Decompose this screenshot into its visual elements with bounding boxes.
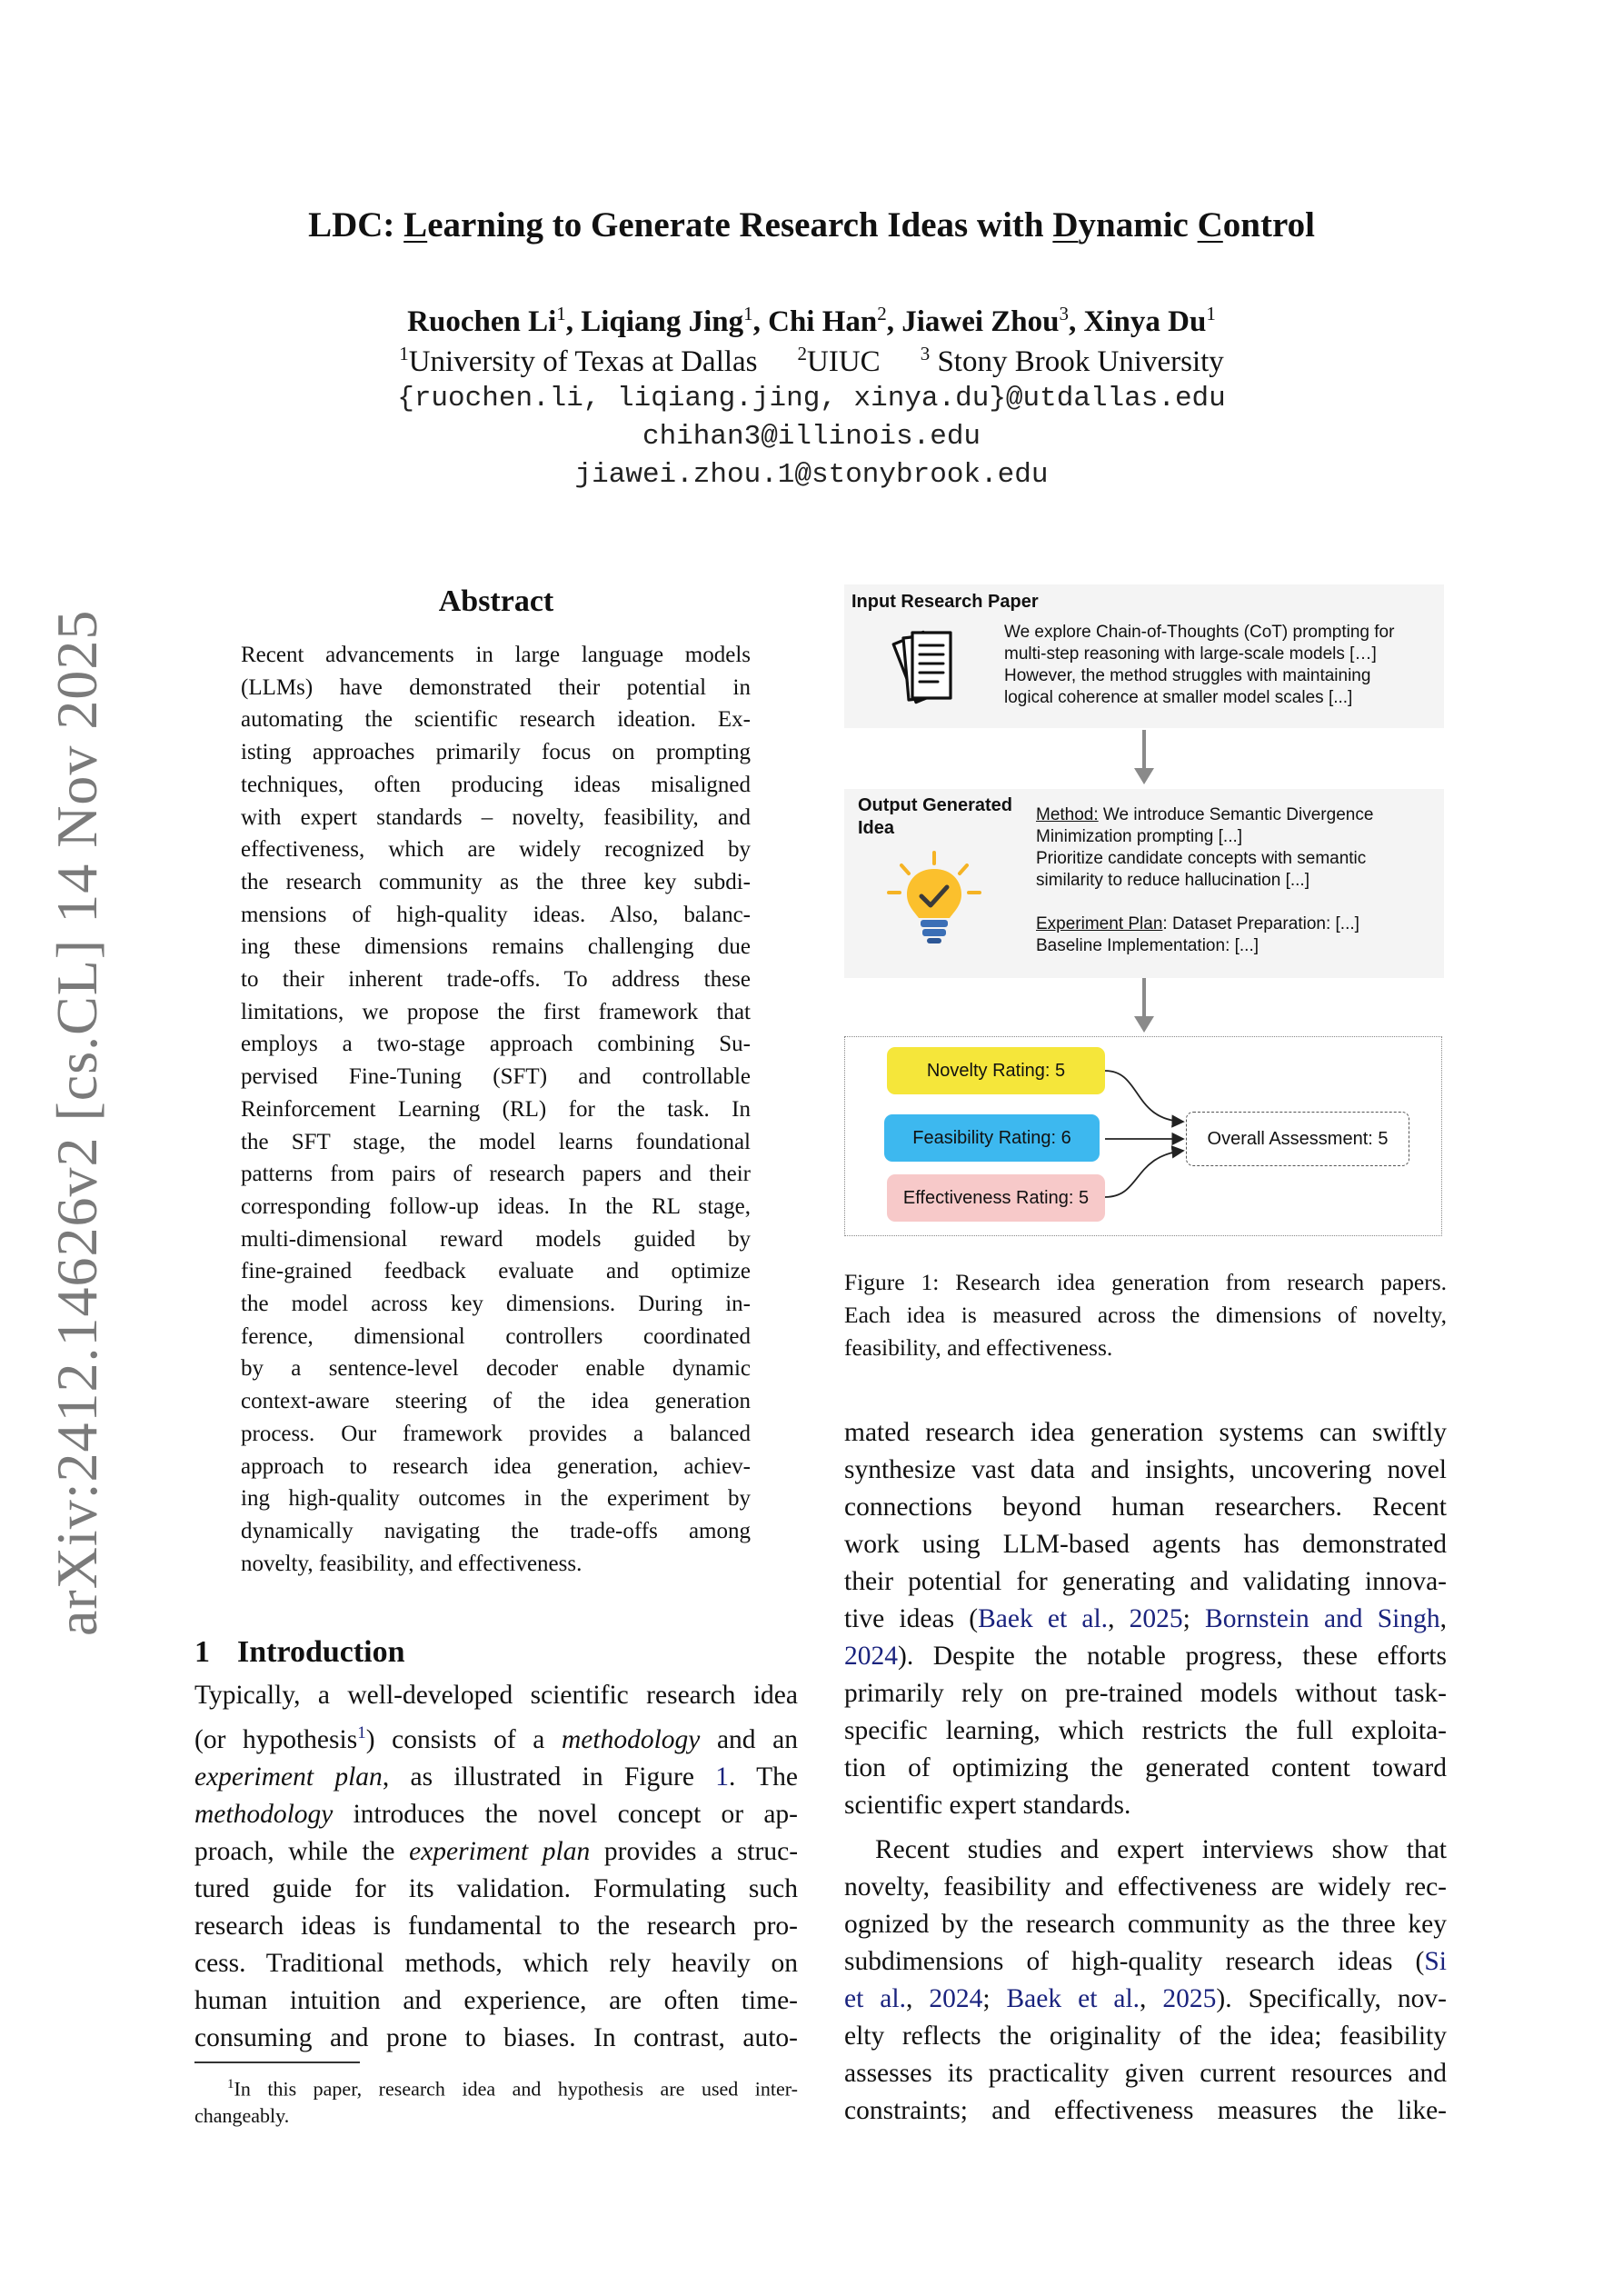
abstract-line: Reinforcement Learning (RL) for the task. In [241, 1096, 751, 1122]
citation-link[interactable]: 2025 [1129, 1604, 1183, 1633]
abstract-line: corresponding follow-up ideas. In the RL stage, [241, 1193, 751, 1219]
right-column-body [844, 1414, 1447, 2130]
email-utdallas: {ruochen.li, liqiang.jing, xinya.du}@utdallas.edu [397, 383, 1226, 414]
abstract-line: the SFT stage, the model learns foundational [241, 1129, 751, 1154]
abstract-line: ing these dimensions remains challenging due [241, 934, 751, 960]
input-paper-label: Input Research Paper [851, 592, 1039, 612]
footnote-rule [194, 2061, 360, 2063]
footnote-ref: 1 [357, 1723, 366, 1742]
abstract-line: by a sentence-level decoder enable dynamic [241, 1356, 751, 1382]
abstract-line: employs a two-stage approach combining Su- [241, 1032, 751, 1057]
author-name: Xinya Du [1083, 305, 1207, 338]
abstract-line: effectiveness, which are widely recognized by [241, 837, 751, 863]
abstract-line: to their inherent trade-offs. To address these [241, 967, 751, 993]
citation-link[interactable]: 2024 [929, 1984, 983, 2013]
novelty-rating-badge: Novelty Rating: 5 [887, 1047, 1105, 1094]
abstract-line: ference, dimensional controllers coordinated [241, 1323, 751, 1349]
author-name: Liqiang Jing [581, 305, 744, 338]
abstract-line: techniques, often producing ideas misaligned [241, 772, 751, 797]
author-name: Jiawei Zhou [901, 305, 1060, 338]
feasibility-rating-badge: Feasibility Rating: 6 [884, 1114, 1100, 1162]
email-stonybrook: jiawei.zhou.1@stonybrook.edu [574, 459, 1049, 491]
section-heading-introduction: 1 Introduction [194, 1635, 405, 1669]
intro-paragraph-2: Recent studies and expert interviews show that novelty, feasibility and effectiveness are widely rec- ognized by the research community as the three key subdimensions of high-quality research ideas (Si et al., 2024; Baek et al., 2025). Specifically, nov- elty reflects the originality of the idea; feasibility assesses its practicality given current resources and constraints; and effectiveness measures the like- [844, 1835, 1447, 2125]
abstract-line: pervised Fine-Tuning (SFT) and controllable [241, 1064, 751, 1090]
citation-link[interactable]: Baek et al. [978, 1604, 1109, 1633]
overall-assessment-box: Overall Assessment: 5 [1186, 1112, 1409, 1166]
abstract-heading: Abstract [438, 584, 554, 618]
paper-title: LDC: Learning to Generate Research Ideas with Dynamic Control [308, 205, 1315, 245]
citation-link[interactable]: et al. [844, 1984, 906, 2013]
citation-link[interactable]: 2025 [1162, 1984, 1217, 2013]
abstract-line: Recent advancements in large language models [241, 643, 751, 667]
document-stack-icon [883, 624, 974, 714]
abstract-line: (LLMs) have demonstrated their potential in [241, 674, 751, 700]
abstract-line: mensions of high-quality ideas. Also, balanc- [241, 902, 751, 927]
flow-arrow-icon [1130, 730, 1158, 786]
lightbulb-icon [880, 847, 989, 956]
abstract-line: approach to research idea generation, achiev- [241, 1453, 751, 1479]
abstract-line: with expert standards – novelty, feasibility, and [241, 804, 751, 830]
intro-paragraph-continued: mated research idea generation systems can swiftly synthesize vast data and insights, uncovering novel connections beyond human researchers. Recent work using LLM-based agents has demonstrated their potential for generating and validating innova- tive ideas (Baek et al., 2025; Bornstein and Singh, 2024). Despite the notable progress, these efforts primarily rely on pre-trained models without task- specific learning, which restricts the full exploita- tion of optimizing the generated content toward scientific expert standards. [844, 1418, 1447, 1820]
abstract-line: ing high-quality outcomes in the experiment by [241, 1486, 751, 1512]
author-list: Ruochen Li$^1$, Liqiang Jing$^1$, Chi Han$^2$, Jiawei Zhou$^3$, Xinya Du$^1$ [407, 303, 1216, 338]
input-paper-text: We explore Chain-of-Thoughts (CoT) prompting for multi-step reasoning with large-scale models […] However, the method struggles with maintaining logical coherence at smaller model scales [...] [1004, 623, 1395, 707]
effectiveness-rating-badge: Effectiveness Rating: 5 [887, 1174, 1105, 1222]
abstract-line: the research community as the three key subdi- [241, 869, 751, 894]
abstract-line: process. Our framework provides a balanced [241, 1421, 751, 1446]
figure-1-caption: Figure 1: Research idea generation from research papers. Each idea is measured across the dimensions of novelty, feasibility, and effectiveness. [844, 1269, 1447, 1361]
email-illinois: chihan3@illinois.edu [642, 421, 981, 453]
citation-link[interactable]: Si [1424, 1947, 1447, 1976]
abstract-line: dynamically navigating the trade-offs among [241, 1518, 751, 1543]
affiliations: $^1$University of Texas at Dallas $^2$UIUC $^3$ Stony Brook University [399, 343, 1224, 378]
author-name: Chi Han [768, 305, 878, 338]
abstract-line: fine-grained feedback evaluate and optimize [241, 1259, 751, 1284]
abstract-line: automating the scientific research ideation. Ex- [241, 707, 751, 733]
abstract-line: limitations, we propose the first framework that [241, 999, 751, 1024]
abstract-line: multi-dimensional reward models guided by [241, 1226, 751, 1252]
abstract-line: novelty, feasibility, and effectiveness. [241, 1551, 582, 1576]
arxiv-side-stamp: arXiv:2412.14626v2 [cs.CL] 14 Nov 2025 [45, 609, 109, 1636]
abstract-body [241, 639, 751, 1580]
citation-link[interactable]: Baek et al. [1006, 1984, 1140, 2013]
merge-arrows-icon [1105, 1054, 1192, 1200]
output-idea-label: Output Generated Idea [858, 795, 1013, 838]
abstract-line: patterns from pairs of research papers and their [241, 1162, 751, 1187]
abstract-line: context-aware steering of the idea generation [241, 1389, 751, 1414]
output-idea-text: Method: We introduce Semantic Divergence Minimization prompting [...] Prioritize candidate concepts with semantic similarity to reduce hallucination [...] Experiment Plan: Dataset Preparation: [...] Baseline Implementation: [...] [1036, 805, 1374, 955]
abstract-line: the model across key dimensions. During in- [241, 1292, 751, 1317]
abstract-line: isting approaches primarily focus on prompting [241, 740, 751, 765]
author-name: Ruochen Li [407, 305, 557, 338]
footnote: $^1$In this paper, research idea and hypothesis are used inter- changeably. [194, 2077, 798, 2128]
flow-arrow-icon [1130, 978, 1158, 1034]
citation-link[interactable]: Bornstein and Singh [1205, 1604, 1440, 1633]
citation-link[interactable]: 2024 [844, 1642, 898, 1671]
intro-paragraph: Typically, a well-developed scientific research idea (or hypothesis$^1$) consists of a methodology and an experiment plan, as illustrated in Figure 1. The methodology introduces the novel concept or ap- proach, while the experiment plan provides a struc- tured guide for its validation. Formulating such research ideas is fundamental to the research pro- cess. Traditional methods, which rely heavily on human intuition and experience, are often time- consuming and prone to biases. In contrast, auto- [194, 1681, 799, 2052]
figure-ref-link[interactable]: 1 [715, 1762, 729, 1792]
